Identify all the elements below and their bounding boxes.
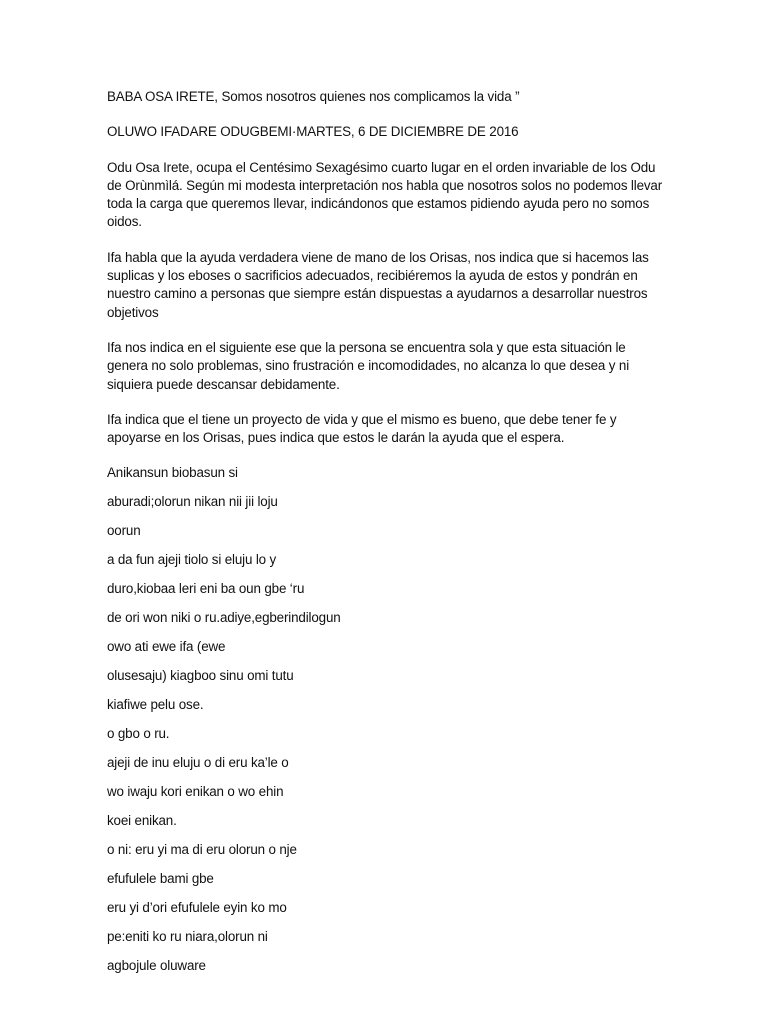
document-byline: OLUWO IFADARE ODUGBEMI·MARTES, 6 DE DICIEMBRE DE 2016 <box>107 124 519 140</box>
verse-block <box>107 464 663 986</box>
verse-line: oorun <box>107 523 141 539</box>
document-title: BABA OSA IRETE, Somos nosotros quienes nos complicamos la vida ” <box>107 89 520 104</box>
verse-line: eru yi d’ori efufulele eyin ko mo <box>107 900 287 916</box>
body-paragraph: Odu Osa Irete, ocupa el Centésimo Sexagésimo cuarto lugar en el orden invariable de los Odu de Orùnmìlá. Según mi modesta interpretación nos habla que nosotros solos no podemos llevar toda la carga que queremos llevar, indicándonos que estamos pidiendo ayuda pero no somos oidos. <box>107 159 663 230</box>
verse-line: de ori won niki o ru.adiye,egberindilogun <box>107 610 341 626</box>
verse-line: duro,kiobaa leri eni ba oun gbe ‘ru <box>107 581 305 597</box>
verse-line: o ni: eru yi ma di eru olorun o nje <box>107 842 297 858</box>
verse-line: a da fun ajeji tiolo si eluju lo y <box>107 552 277 568</box>
verse-line: olusesaju) kiagboo sinu omi tutu <box>107 668 294 684</box>
body-paragraph: Ifa nos indica en el siguiente ese que la persona se encuentra sola y que esta situación le genera no solo problemas, sino frustración e incomodidades, no alcanza lo que desea y ni siquiera puede descansar debidamente. <box>107 339 630 392</box>
verse-line: o gbo o ru. <box>107 726 170 742</box>
body-paragraph: Ifa habla que la ayuda verdadera viene de mano de los Orisas, nos indica que si hacemos las suplicas y los eboses o sacrificios adecuados, recibiéremos la ayuda de estos y pondrán en nuestro camino a personas que siempre están dispuestas a ayudarnos a desarrollar nuestros objetivos <box>107 249 649 320</box>
verse-line: Anikansun biobasun si <box>107 465 238 481</box>
verse-line: ajeji de inu eluju o di eru ka’le o <box>107 755 289 771</box>
verse-line: efufulele bami gbe <box>107 871 214 887</box>
verse-line: agbojule oluware <box>107 958 206 974</box>
verse-line: kiafiwe pelu ose. <box>107 697 204 713</box>
document-page <box>107 88 663 986</box>
verse-line: owo ati ewe ifa (ewe <box>107 639 226 655</box>
verse-line: pe:eniti ko ru niara,olorun ni <box>107 929 268 945</box>
verse-line: wo iwaju kori enikan o wo ehin <box>107 784 284 800</box>
verse-line: aburadi;olorun nikan nii jii loju <box>107 494 278 510</box>
verse-line: koei enikan. <box>107 813 177 829</box>
body-paragraph: Ifa indica que el tiene un proyecto de vida y que el mismo es bueno, que debe tener fe y apoyarse en los Orisas, pues indica que estos le darán la ayuda que el espera. <box>107 411 617 446</box>
